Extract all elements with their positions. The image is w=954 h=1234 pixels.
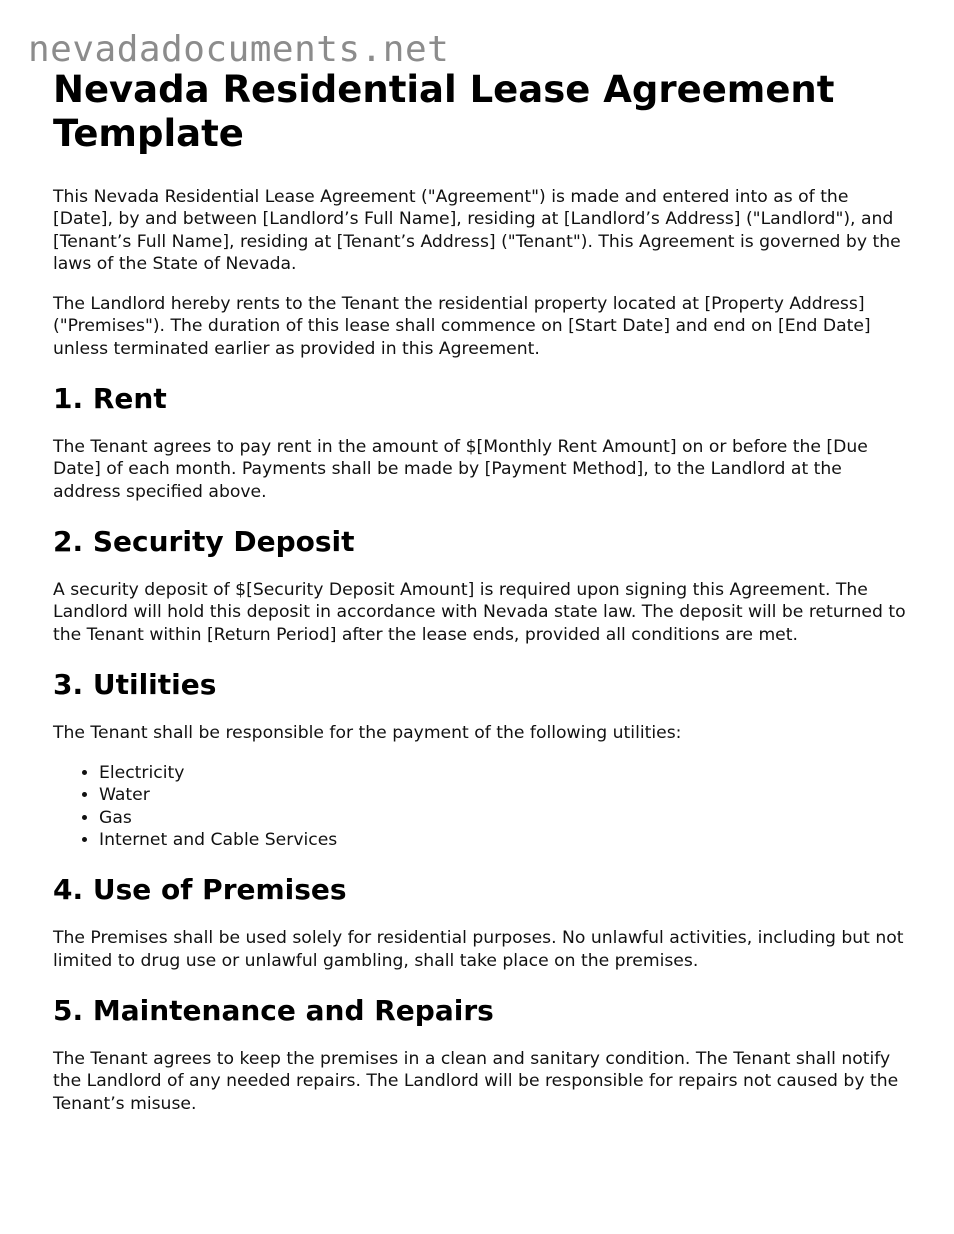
section-paragraph: The Tenant agrees to keep the premises in a clean and sanitary condition. The Tenant shall notify the Landlord of any needed repairs. The Landlord will be responsible for repairs not caused by the Tenant’s misuse. <box>53 1048 899 1114</box>
section-paragraph: The Premises shall be used solely for residential purposes. No unlawful activities, including but not limited to drug use or unlawful gambling, shall take place on the premises. <box>53 928 904 971</box>
section-security-deposit <box>53 525 913 646</box>
section-paragraph: A security deposit of $[Security Deposit Amount] is required upon signing this Agreement. The Landlord will hold this deposit in accordance with Nevada state law. The deposit will be returned to the Tenant within [Return Period] after the lease ends, provided all conditions are met. <box>53 579 906 645</box>
section-paragraph: The Tenant agrees to pay rent in the amount of $[Monthly Rent Amount] on or before the [Due Date] of each month. Payments shall be made by [Payment Method], to the Landlord at the address specified above. <box>53 437 868 502</box>
section-heading: 2. Security Deposit <box>53 524 355 558</box>
section-heading: 4. Use of Premises <box>53 873 347 907</box>
document-body <box>53 68 913 1133</box>
section-heading: 3. Utilities <box>53 667 217 701</box>
list-item: • Internet and Cable Services <box>99 829 913 851</box>
intro-paragraph: This Nevada Residential Lease Agreement ("Agreement") is made and entered into as of the [Date], by and between [Landlord’s Full Name], residing at [Landlord’s Address] ("Landlord"), and [Tenant’s Full Name], residing at [Tenant’s Address] ("Tenant"). This Agreement is governed by the laws of the State of Nevada. <box>53 187 901 274</box>
utilities-list <box>53 762 913 851</box>
list-item: • Water <box>99 784 913 806</box>
section-paragraph: The Tenant shall be responsible for the payment of the following utilities: <box>53 722 682 743</box>
section-heading: 1. Rent <box>53 382 167 416</box>
page-title: Nevada Residential Lease Agreement Template <box>53 68 835 155</box>
section-heading: 5. Maintenance and Repairs <box>53 993 494 1027</box>
section-use-of-premises <box>53 873 913 972</box>
section-utilities <box>53 668 913 851</box>
section-rent <box>53 382 913 503</box>
list-item: • Electricity <box>99 762 913 784</box>
intro-paragraph: The Landlord hereby rents to the Tenant the residential property located at [Property Address] ("Premises"). The duration of this lease shall commence on [Start Date] and end on [End Date] unless terminated earlier as provided in this Agreement. <box>53 294 871 359</box>
section-maintenance-and-repairs <box>53 994 913 1115</box>
watermark-text: nevadadocuments.net <box>28 29 450 70</box>
list-item: • Gas <box>99 807 913 829</box>
